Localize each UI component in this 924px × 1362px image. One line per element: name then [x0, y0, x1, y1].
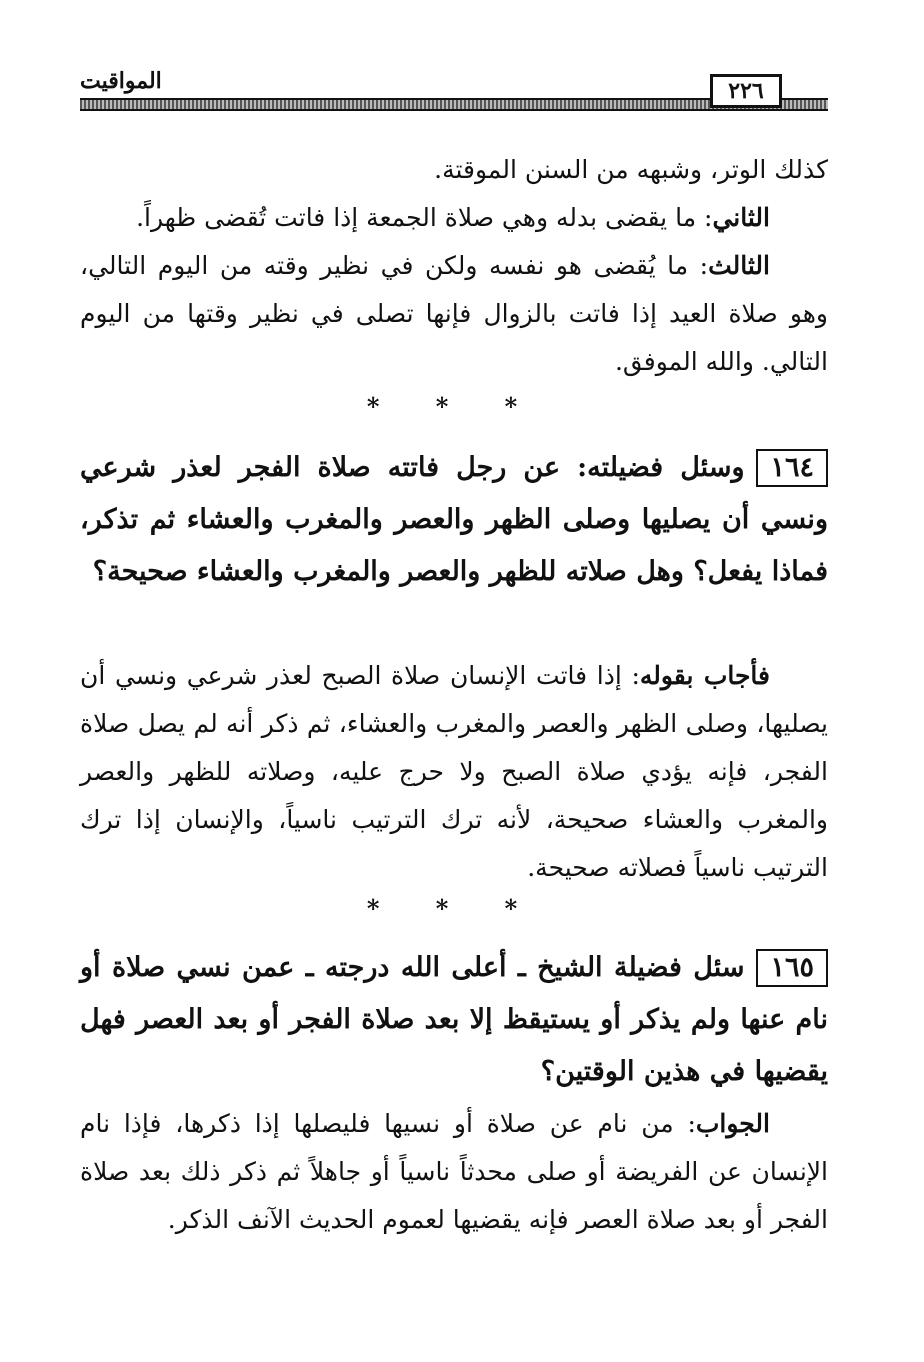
- question-164-text: [80, 442, 828, 598]
- page-number: ٢٢٦: [710, 74, 782, 108]
- answer-164: [80, 652, 828, 892]
- answer-165-text: [80, 1100, 828, 1244]
- chapter-title: المواقيت: [80, 68, 162, 94]
- second-text: : ما يقضى بدله وهي صلاة الجمعة إذا فاتت تُقضى ظهراً.: [136, 203, 713, 232]
- question-165-text: [80, 942, 828, 1098]
- answer-164-text: [80, 652, 828, 892]
- answer-165-body: : من نام عن صلاة أو نسيها فليصلها إذا ذكرها، فإذا نام الإنسان عن الفريضة أو صلى محدثاً ناسياً أو جاهلاً ثم ذكر ذلك بعد صلاة الفجر أو بعد صلاة العصر فإنه يقضيها لعموم الحديث الآنف الذكر.: [80, 1109, 828, 1234]
- question-165: [80, 942, 828, 1098]
- intro-line: كذلك الوتر، وشبهه من السنن الموقتة.: [434, 155, 828, 184]
- third-item: [80, 242, 828, 386]
- third-label: الثالث: [708, 251, 770, 280]
- intro-section: [80, 146, 828, 386]
- separator-2: * * *: [366, 894, 542, 923]
- answer-165: [80, 1100, 828, 1244]
- answer-164-body: : إذا فاتت الإنسان صلاة الصبح لعذر شرعي ونسي أن يصليها، وصلى الظهر والعصر والمغرب والعشاء، ثم ذكر أنه لم يصل صلاة الفجر، فإنه يؤدي صلاة الصبح ولا حرج عليه، وصلاته للظهر والعصر والمغرب والعشاء صحيحة، لأنه ترك الترتيب ناسياً، والإنسان إذا ترك الترتيب ناسياً فصلاته صحيحة.: [80, 661, 828, 882]
- question-number-165: ١٦٥: [756, 949, 828, 987]
- question-number-164: ١٦٤: [756, 449, 828, 487]
- answer-164-label: فأجاب بقوله: [639, 661, 771, 690]
- question-164: [80, 442, 828, 598]
- answer-165-label: الجواب: [695, 1109, 770, 1138]
- question-165-body: سئل فضيلة الشيخ ـ أعلى الله درجته ـ عمن نسي صلاة أو نام عنها ولم يذكر أو يستيقظ إلا بعد صلاة الفجر أو بعد العصر فهل يقضيها في هذين الوقتين؟: [80, 952, 828, 1087]
- second-label: الثاني: [712, 203, 770, 232]
- separator-1: * * *: [366, 392, 542, 421]
- page-header: [80, 62, 828, 114]
- second-item: [80, 194, 828, 242]
- third-text: : ما يُقضى هو نفسه ولكن في نظير وقته من اليوم التالي، وهو صلاة العيد إذا فاتت بالزوال فإنها تصلى في نظير وقتها من اليوم التالي. والله الموفق.: [80, 251, 828, 376]
- question-164-body: وسئل فضيلته: عن رجل فاتته صلاة الفجر لعذر شرعي ونسي أن يصليها وصلى الظهر والعصر والمغرب والعشاء ثم تذكر، فماذا يفعل؟ وهل صلاته للظهر والعصر والمغرب والعشاء صحيحة؟: [80, 452, 828, 587]
